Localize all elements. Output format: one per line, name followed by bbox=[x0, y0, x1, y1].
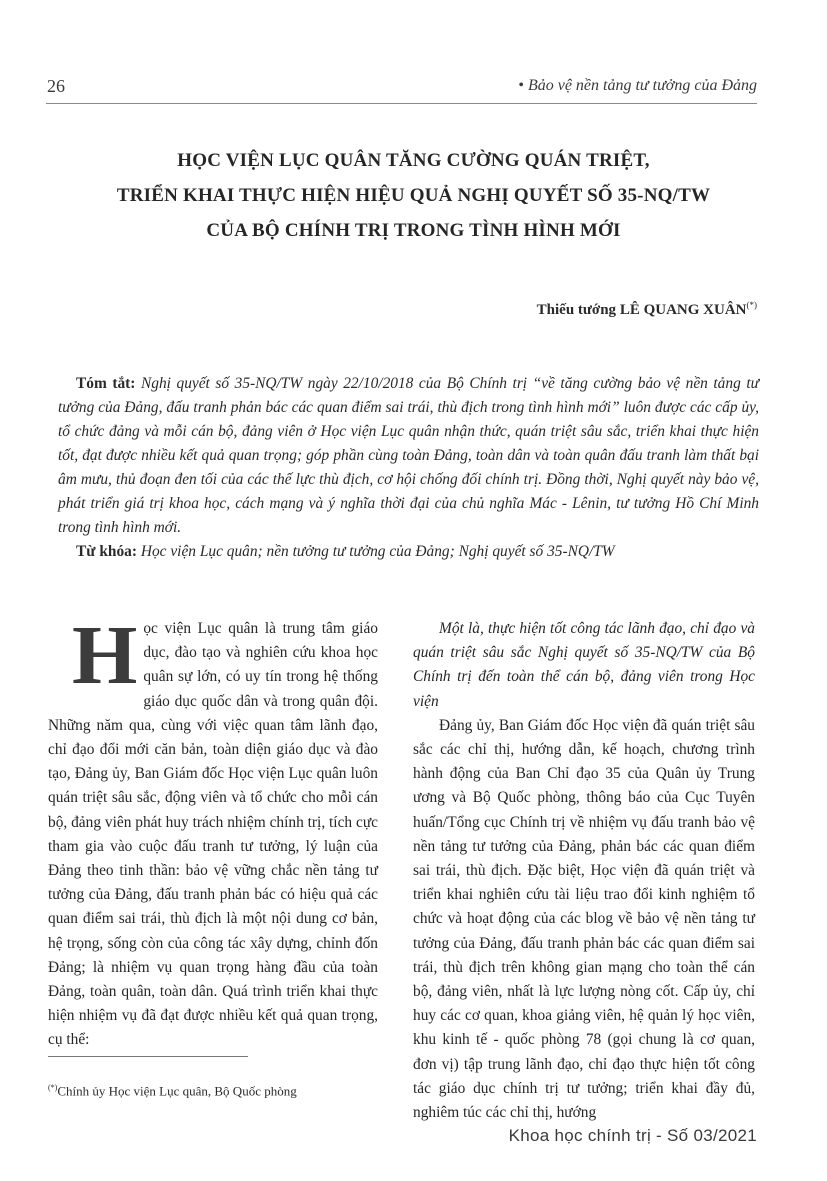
page-number: 26 bbox=[47, 76, 65, 96]
article-title bbox=[60, 143, 767, 248]
title-line-3: CỦA BỘ CHÍNH TRỊ TRONG TÌNH HÌNH MỚI bbox=[206, 220, 621, 241]
summary-text: Nghị quyết số 35-NQ/TW ngày 22/10/2018 của Bộ Chính trị “về tăng cường bảo vệ nền tảng tư tưởng của Đảng, đấu tranh phản bác các quan điểm sai trái, thù địch trong tình hình mới” luôn được các cấp ủy, tổ chức đảng và mỗi cán bộ, đảng viên ở Học viện Lục quân nhận thức, quán triệt sâu sắc, triển khai thực hiện tốt, đạt được nhiều kết quả quan trọng; góp phần cùng toàn Đảng, toàn dân và toàn quân đấu tranh làm thất bại âm mưu, thủ đoạn đen tối của các thế lực thù địch, cơ hội chống đối chính trị. Đồng thời, Nghị quyết này bảo vệ, phát triển giá trị khoa học, cách mạng và ý nghĩa thời đại của chủ nghĩa Mác - Lênin, tư tưởng Hồ Chí Minh trong tình hình mới. bbox=[58, 375, 760, 536]
keywords-label: Từ khóa: bbox=[76, 543, 137, 560]
body-column-left bbox=[48, 609, 378, 1053]
abstract-block bbox=[58, 372, 759, 564]
footnote-divider bbox=[48, 1056, 248, 1057]
footnote bbox=[48, 1083, 297, 1099]
author-line bbox=[537, 300, 757, 319]
section-heading: Một là, thực hiện tốt công tác lãnh đạo, chỉ đạo và quán triệt sâu sắc Nghị quyết số 35-NQ/TW của Bộ Chính trị đến toàn thể cán bộ, đảng viên trong Học viện bbox=[413, 620, 755, 710]
summary-paragraph bbox=[58, 372, 759, 540]
keywords-text: Học viện Lục quân; nền tưởng tư tưởng của Đảng; Nghị quyết số 35-NQ/TW bbox=[140, 543, 615, 560]
author-footnote-mark: (*) bbox=[746, 300, 757, 310]
footnote-text: Chính ủy Học viện Lục quân, Bộ Quốc phòng bbox=[57, 1083, 297, 1099]
running-header bbox=[518, 77, 757, 95]
drop-cap: H bbox=[72, 609, 138, 702]
author-name: LÊ QUANG XUÂN bbox=[619, 302, 747, 318]
journal-footer: Khoa học chính trị - Số 03/2021 bbox=[508, 1126, 757, 1145]
summary-label: Tóm tắt: bbox=[76, 375, 136, 392]
title-line-1: HỌC VIỆN LỤC QUÂN TĂNG CƯỜNG QUÁN TRIỆT, bbox=[177, 150, 650, 171]
running-title: Bảo vệ nền tảng tư tưởng của Đảng bbox=[527, 77, 757, 94]
body-column-right bbox=[413, 617, 755, 1125]
title-line-2: TRIỂN KHAI THỰC HIỆN HIỆU QUẢ NGHỊ QUYẾT SỐ 35-NQ/TW bbox=[116, 185, 711, 206]
author-rank: Thiếu tướng bbox=[536, 302, 617, 318]
keywords-paragraph bbox=[58, 540, 759, 564]
footnote-mark: (*) bbox=[48, 1083, 58, 1092]
intro-paragraph: ọc viện Lục quân là trung tâm giáo dục, đào tạo và nghiên cứu khoa học quân sự lớn, có uy tín trong hệ thống giáo dục quốc dân và trong quân đội. Những năm qua, cùng với việc quan tâm lãnh đạo, chỉ đạo đổi mới căn bản, toàn diện giáo dục và đào tạo, Đảng ủy, Ban Giám đốc Học viện Lục quân luôn quán triệt sâu sắc, động viên và tổ chức cho mỗi cán bộ, đảng viên phát huy trách nhiệm chính trị, tích cực tham gia vào cuộc đấu tranh tư tưởng, lý luận của Đảng theo tinh thần: bảo vệ vững chắc nền tảng tư tưởng của Đảng, đấu tranh phản bác có hiệu quả các quan điểm sai trái, thù địch là một nội dung cơ bản, hệ trọng, sống còn của công tác xây dựng, chỉnh đốn Đảng; là nhiệm vụ quan trọng hàng đầu của toàn Đảng, toàn quân, toàn dân. Quá trình triển khai thực hiện nhiệm vụ đã đạt được nhiều kết quả quan trọng, cụ thể: bbox=[48, 620, 378, 1049]
header-divider bbox=[46, 103, 757, 104]
header-bullet: • bbox=[518, 77, 524, 94]
section-paragraph: Đảng ủy, Ban Giám đốc Học viện đã quán triệt sâu sắc các chỉ thị, hướng dẫn, kế hoạch, chương trình hành động của Ban Chỉ đạo 35 của Quân ủy Trung ương và Bộ Quốc phòng, thông báo của Cục Tuyên huấn/Tổng cục Chính trị về nhiệm vụ đấu tranh bảo vệ nền tảng tư tưởng của Đảng, phản bác các quan điểm sai trái, thù địch. Đặc biệt, Học viện đã quán triệt và triển khai nghiên cứu tài liệu trao đổi kinh nghiệm tổ chức và hoạt động của các blog về bảo vệ nền tảng tư tưởng của Đảng, đấu tranh phản bác các quan điểm sai trái, thù địch trên không gian mạng cho toàn thể cán bộ, đảng viên, nhất là lực lượng nòng cốt. Cấp ủy, chỉ huy các cơ quan, khoa giảng viên, hệ quản lý học viên, khu kinh tế - quốc phòng 78 (gọi chung là cơ quan, đơn vị) tập trung lãnh đạo, chỉ đạo thực hiện tốt công tác giáo dục chính trị tư tưởng; triển khai đầy đủ, nghiêm túc các chỉ thị, hướng bbox=[413, 716, 755, 1122]
